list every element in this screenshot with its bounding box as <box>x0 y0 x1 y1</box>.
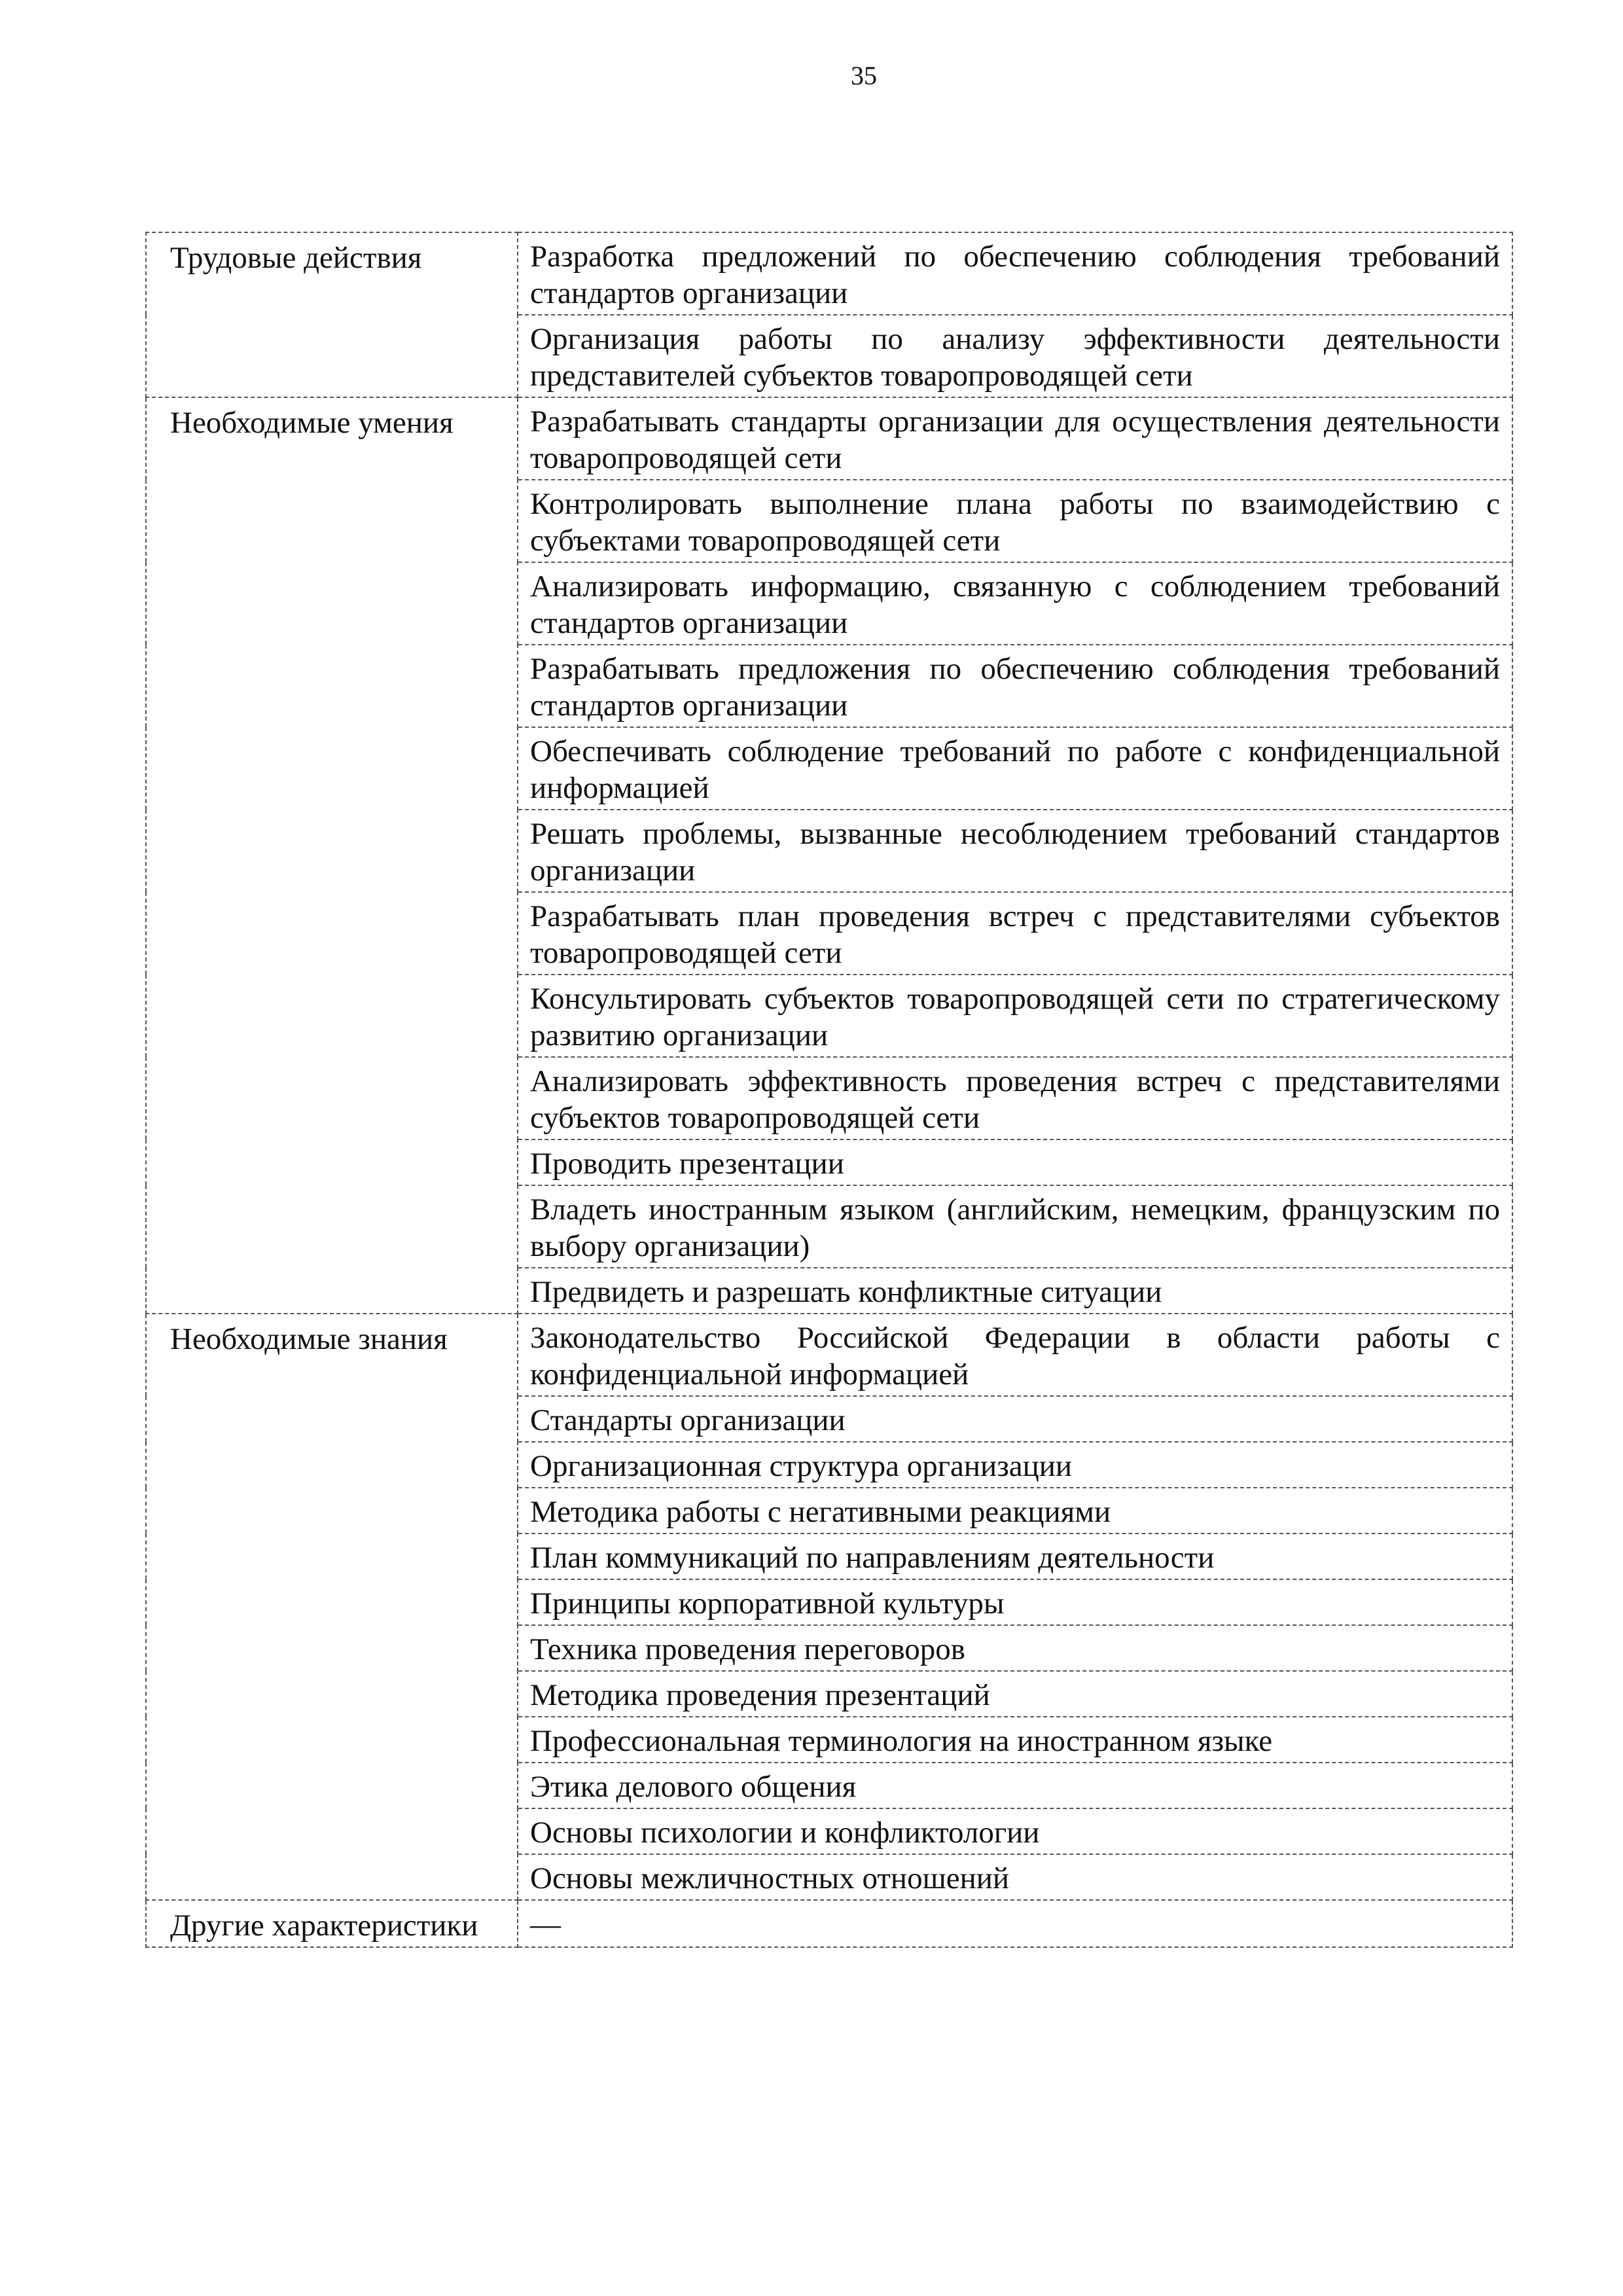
table-cell: — <box>518 1900 1512 1947</box>
row-label-other-characteristics: Другие характеристики <box>146 1900 518 1947</box>
row-label-required-skills: Необходимые умения <box>146 397 518 1314</box>
table-cell: Методика проведения презентаций <box>518 1671 1512 1717</box>
table-cell: Анализировать эффективность проведения встреч с представителями субъектов товаропроводящей сети <box>518 1057 1512 1139</box>
table-cell: Разработка предложений по обеспечению соблюдения требований стандартов организации <box>518 232 1512 315</box>
table-row <box>146 397 1512 480</box>
table-cell: Консультировать субъектов товаропроводящей сети по стратегическому развитию организации <box>518 975 1512 1057</box>
qualification-table <box>145 232 1513 1948</box>
table-cell: Законодательство Российской Федерации в области работы с конфиденциальной информацией <box>518 1314 1512 1396</box>
table-cell: Основы межличностных отношений <box>518 1854 1512 1900</box>
table-cell: Решать проблемы, вызванные несоблюдением требований стандартов организации <box>518 810 1512 892</box>
table-cell: Контролировать выполнение плана работы по взаимодействию с субъектами товаропроводящей сети <box>518 480 1512 562</box>
table-cell: Методика работы с негативными реакциями <box>518 1488 1512 1534</box>
table-cell: Принципы корпоративной культуры <box>518 1579 1512 1625</box>
table-cell: Разрабатывать стандарты организации для осуществления деятельности товаропроводящей сети <box>518 397 1512 480</box>
table-cell: Владеть иностранным языком (английским, немецким, французским по выбору организации) <box>518 1185 1512 1268</box>
table-cell: План коммуникаций по направлениям деятельности <box>518 1534 1512 1579</box>
table-cell: Профессиональная терминология на иностранном языке <box>518 1717 1512 1763</box>
table-cell: Разрабатывать предложения по обеспечению соблюдения требований стандартов организации <box>518 645 1512 727</box>
table-row <box>146 1314 1512 1396</box>
table-cell: Организационная структура организации <box>518 1442 1512 1488</box>
table-cell: Этика делового общения <box>518 1763 1512 1808</box>
table-cell: Предвидеть и разрешать конфликтные ситуации <box>518 1268 1512 1314</box>
table-cell: Анализировать информацию, связанную с соблюдением требований стандартов организации <box>518 562 1512 645</box>
table-row <box>146 1900 1512 1947</box>
table-cell: Обеспечивать соблюдение требований по работе с конфиденциальной информацией <box>518 727 1512 810</box>
table-cell: Стандарты организации <box>518 1396 1512 1442</box>
row-label-required-knowledge: Необходимые знания <box>146 1314 518 1900</box>
table-cell: Техника проведения переговоров <box>518 1625 1512 1671</box>
table-cell: Разрабатывать план проведения встреч с представителями субъектов товаропроводящей сети <box>518 892 1512 975</box>
table-cell: Организация работы по анализу эффективности деятельности представителей субъектов товаропроводящей сети <box>518 315 1512 397</box>
page-number: 35 <box>851 61 877 90</box>
table-cell: Проводить презентации <box>518 1139 1512 1185</box>
row-label-labor-actions: Трудовые действия <box>146 232 518 397</box>
table-cell: Основы психологии и конфликтологии <box>518 1808 1512 1854</box>
table-row <box>146 232 1512 315</box>
